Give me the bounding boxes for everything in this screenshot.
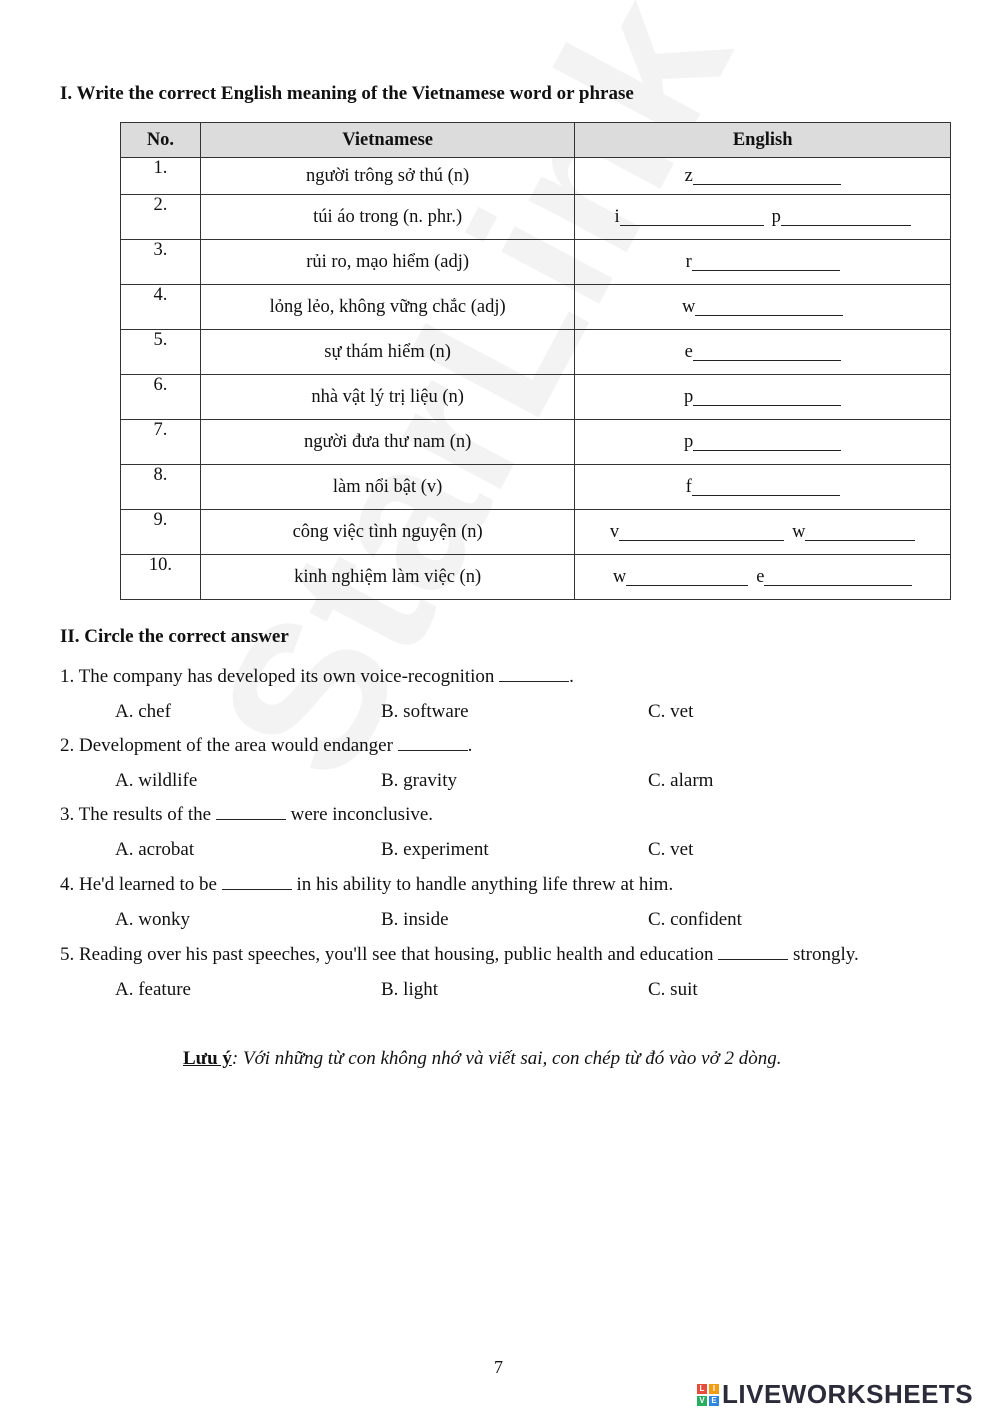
hint-letter: w xyxy=(681,296,696,317)
vietnamese-term: người trông sở thú (n) xyxy=(200,158,574,195)
option-b[interactable]: B. experiment xyxy=(381,839,489,860)
option-b[interactable]: B. software xyxy=(381,701,469,722)
note-text: : Với những từ con không nhớ và viết sai, con chép từ đó vào vở 2 dòng. xyxy=(231,1048,782,1069)
brand-name: LIVEWORKSHEETS xyxy=(722,1379,974,1409)
row-number: 3. xyxy=(121,240,201,285)
vietnamese-term: sự thám hiểm (n) xyxy=(200,330,574,375)
answer-input[interactable] xyxy=(805,525,915,541)
question-text: 4. He'd learned to be xyxy=(60,874,222,895)
hint-letter: p xyxy=(684,431,694,452)
question-text: in his ability to handle anything life threw at him. xyxy=(291,874,674,895)
option-b[interactable]: B. gravity xyxy=(381,770,457,791)
row-number: 2. xyxy=(121,195,201,240)
question-text: 3. The results of the xyxy=(60,804,216,825)
question xyxy=(60,874,673,896)
vietnamese-term: túi áo trong (n. phr.) xyxy=(200,195,574,240)
vietnamese-term: lỏng lẻo, không vững chắc (adj) xyxy=(200,285,574,330)
question-text: . xyxy=(467,735,473,756)
row-number: 6. xyxy=(121,375,201,420)
question-blank xyxy=(216,804,286,820)
option-c[interactable]: C. vet xyxy=(648,839,694,860)
option-a[interactable]: A. wonky xyxy=(115,909,190,930)
logo-letter: L xyxy=(697,1384,707,1394)
table-row xyxy=(121,510,951,555)
table-row xyxy=(121,285,951,330)
option-a[interactable]: A. chef xyxy=(115,701,171,722)
table-header-row xyxy=(121,123,951,158)
english-answer-cell xyxy=(575,285,951,330)
table-row xyxy=(121,240,951,285)
question-text: strongly. xyxy=(788,944,859,965)
row-number: 8. xyxy=(121,465,201,510)
hint-letter: w xyxy=(612,566,627,587)
question xyxy=(60,944,859,966)
question-text: 5. Reading over his past speeches, you'll see that housing, public health and education xyxy=(60,944,719,965)
hint-letter: p xyxy=(771,206,781,227)
hint-letter: v xyxy=(609,521,620,542)
option-b[interactable]: B. inside xyxy=(381,909,449,930)
vocabulary-table xyxy=(120,122,951,600)
question-text: 1. The company has developed its own voice-recognition xyxy=(60,666,500,687)
vietnamese-term: người đưa thư nam (n) xyxy=(200,420,574,465)
english-answer-cell xyxy=(575,465,951,510)
vietnamese-term: làm nổi bật (v) xyxy=(200,465,574,510)
option-c[interactable]: C. alarm xyxy=(648,770,714,791)
header-english: English xyxy=(575,123,951,158)
row-number: 9. xyxy=(121,510,201,555)
question xyxy=(60,735,472,757)
table-row xyxy=(121,465,951,510)
page-number: 7 xyxy=(494,1357,503,1377)
vietnamese-term: rủi ro, mạo hiểm (adj) xyxy=(200,240,574,285)
answer-input[interactable] xyxy=(693,169,841,185)
option-c[interactable]: C. vet xyxy=(648,701,694,722)
note xyxy=(183,1048,782,1070)
answer-input[interactable] xyxy=(693,435,841,451)
answer-input[interactable] xyxy=(692,480,840,496)
answer-input[interactable] xyxy=(695,300,843,316)
option-a[interactable]: A. feature xyxy=(115,979,191,1000)
english-answer-cell xyxy=(575,330,951,375)
hint-letter: r xyxy=(685,251,692,272)
answer-input[interactable] xyxy=(693,390,841,406)
logo-letter: I xyxy=(709,1384,719,1394)
logo-letter: E xyxy=(709,1396,719,1406)
option-b[interactable]: B. light xyxy=(381,979,439,1000)
section-1-title: I. Write the correct English meaning of the Vietnamese word or phrase xyxy=(60,83,634,104)
brand-logo-icon xyxy=(697,1384,719,1406)
question-text: 2. Development of the area would endanger xyxy=(60,735,398,756)
table-row xyxy=(121,375,951,420)
row-number: 7. xyxy=(121,420,201,465)
vietnamese-term: nhà vật lý trị liệu (n) xyxy=(200,375,574,420)
hint-letter: z xyxy=(684,165,693,186)
answer-input[interactable] xyxy=(620,210,764,226)
option-c[interactable]: C. suit xyxy=(648,979,698,1000)
question-blank xyxy=(499,666,569,682)
english-answer-cell xyxy=(575,420,951,465)
english-answer-cell xyxy=(575,195,951,240)
table-row xyxy=(121,420,951,465)
hint-letter: p xyxy=(684,386,694,407)
vietnamese-term: công việc tình nguyện (n) xyxy=(200,510,574,555)
vietnamese-term: kinh nghiệm làm việc (n) xyxy=(200,555,574,600)
english-answer-cell xyxy=(575,158,951,195)
english-answer-cell xyxy=(575,555,951,600)
question-blank xyxy=(222,874,292,890)
table-row xyxy=(121,158,951,195)
row-number: 1. xyxy=(121,158,201,195)
row-number: 4. xyxy=(121,285,201,330)
answer-input[interactable] xyxy=(692,255,840,271)
table-row xyxy=(121,195,951,240)
question xyxy=(60,666,574,688)
answer-input[interactable] xyxy=(619,525,784,541)
hint-letter: e xyxy=(756,566,765,587)
english-answer-cell xyxy=(575,510,951,555)
question xyxy=(60,804,433,826)
section-2-title: II. Circle the correct answer xyxy=(60,626,289,647)
option-a[interactable]: A. wildlife xyxy=(115,770,198,791)
question-text: were inconclusive. xyxy=(285,804,434,825)
hint-letter: e xyxy=(684,341,693,362)
english-answer-cell xyxy=(575,375,951,420)
row-number: 10. xyxy=(121,555,201,600)
option-c[interactable]: C. confident xyxy=(648,909,742,930)
header-vietnamese: Vietnamese xyxy=(200,123,574,158)
table-row xyxy=(121,555,951,600)
question-blank xyxy=(398,735,468,751)
header-no: No. xyxy=(121,123,201,158)
answer-input[interactable] xyxy=(626,570,748,586)
english-answer-cell xyxy=(575,240,951,285)
hint-letter: w xyxy=(792,521,806,542)
answer-input[interactable] xyxy=(764,570,912,586)
answer-input[interactable] xyxy=(781,210,911,226)
hint-letter: f xyxy=(685,476,692,497)
liveworksheets-logo xyxy=(697,1379,973,1410)
logo-letter: V xyxy=(697,1396,707,1406)
option-a[interactable]: A. acrobat xyxy=(115,839,195,860)
row-number: 5. xyxy=(121,330,201,375)
note-label: Lưu ý xyxy=(183,1048,232,1069)
table-row xyxy=(121,330,951,375)
question-blank xyxy=(718,944,788,960)
question-text: . xyxy=(569,666,574,687)
answer-input[interactable] xyxy=(693,345,841,361)
hint-letter: i xyxy=(614,206,620,227)
